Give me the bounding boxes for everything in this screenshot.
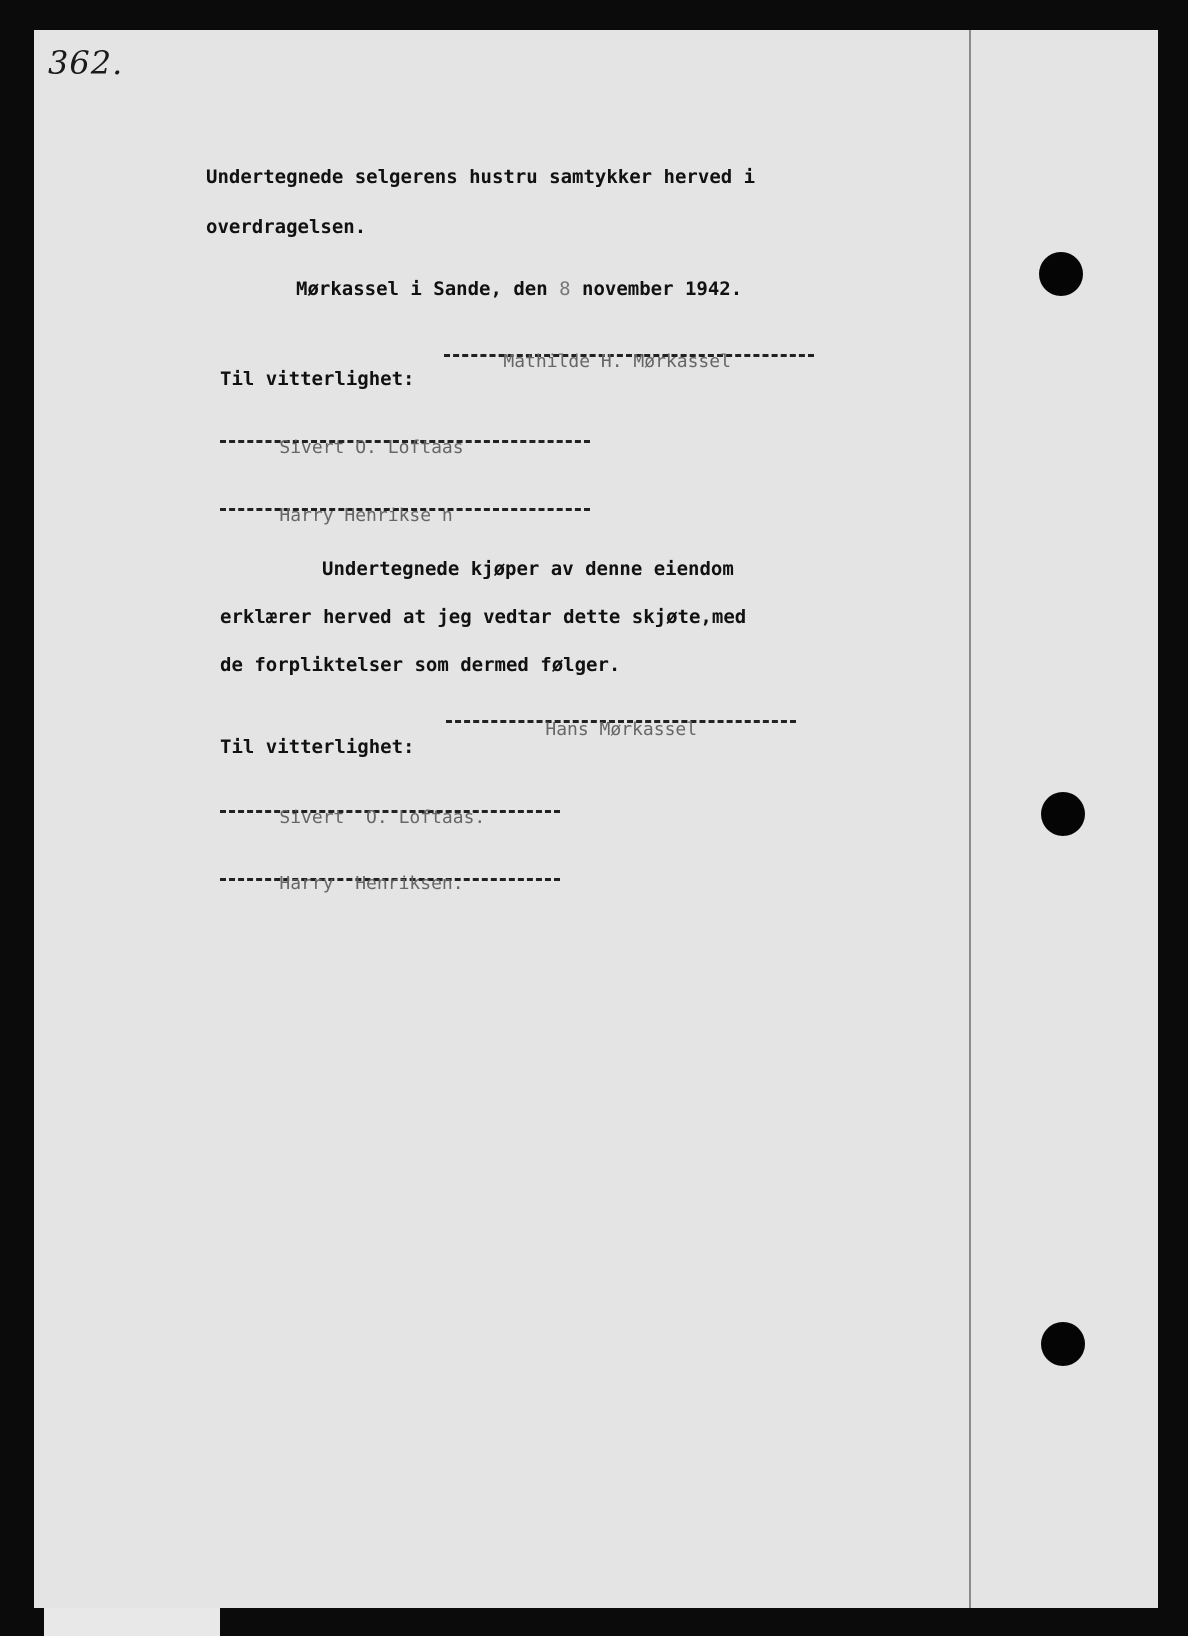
punch-hole-top bbox=[1039, 252, 1083, 296]
place-date-day: 8 bbox=[559, 278, 571, 300]
buyer-signature bbox=[446, 698, 796, 740]
seller-wife-signature bbox=[444, 330, 814, 372]
seller-wife-name: Mathilde H. Mørkassel bbox=[503, 351, 731, 372]
witness1-name-1: Sivert O. Loftaas bbox=[279, 437, 464, 458]
witness1-signature-1 bbox=[220, 416, 590, 458]
witness2-signature-1 bbox=[220, 484, 590, 526]
bottom-paper-strip bbox=[44, 1608, 220, 1636]
paragraph2-line1: Undertegnede kjøper av denne eiendom bbox=[322, 558, 734, 580]
punch-hole-bottom bbox=[1041, 1322, 1085, 1366]
paragraph1-line1: Undertegnede selgerens hustru samtykker herved i bbox=[206, 166, 756, 188]
place-date-prefix: Mørkassel i Sande, den bbox=[296, 278, 548, 300]
witness2-name-2: Harry Henriksen. bbox=[279, 873, 464, 894]
punch-hole-middle bbox=[1041, 792, 1085, 836]
witness2-signature-2 bbox=[220, 852, 560, 894]
witness-heading-2: Til vitterlighet: bbox=[220, 736, 415, 758]
page-fold-line bbox=[969, 30, 971, 1608]
page-number: 362. bbox=[48, 44, 124, 82]
witness-heading-1: Til vitterlighet: bbox=[220, 368, 415, 390]
witness1-name-2: Sivert O. Loftaas. bbox=[279, 807, 486, 828]
paragraph2-line3: de forpliktelser som dermed følger. bbox=[220, 654, 621, 676]
witness1-signature-2 bbox=[220, 786, 560, 828]
document-page bbox=[34, 30, 1158, 1608]
witness2-name-1: Harry Henrikse n bbox=[279, 505, 453, 526]
place-date-rest: november 1942. bbox=[582, 278, 743, 300]
place-date-line bbox=[296, 278, 742, 300]
buyer-name: Hans Mørkassel bbox=[545, 719, 698, 740]
paragraph1-line2: overdragelsen. bbox=[206, 216, 367, 238]
paragraph2-line2: erklærer herved at jeg vedtar dette skjøte,med bbox=[220, 606, 747, 628]
